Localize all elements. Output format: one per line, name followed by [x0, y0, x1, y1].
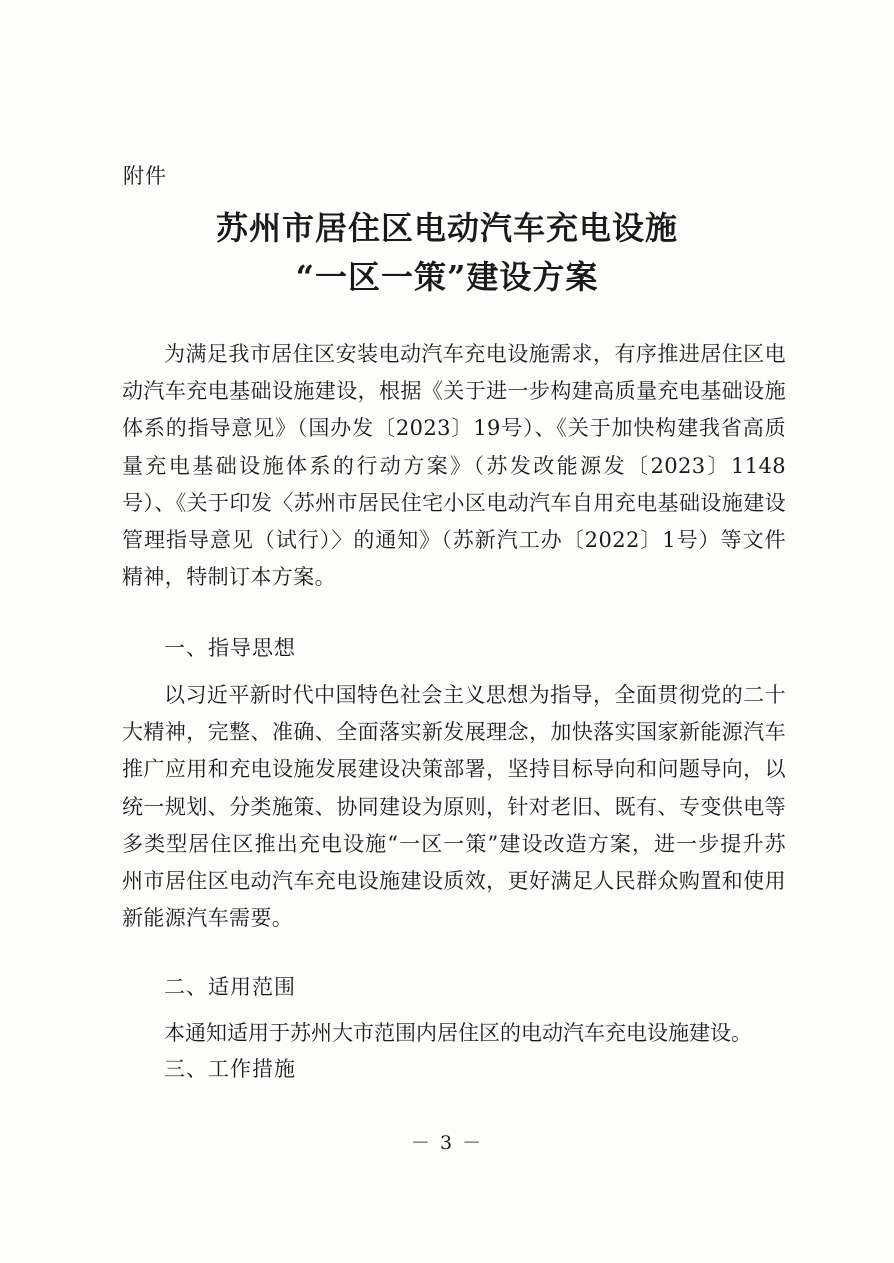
attachment-label: 附件 [123, 164, 167, 188]
intro-paragraph: 为满足我市居住区安装电动汽车充电设施需求，有序推进居住区电动汽车充电基础设施建设，根据《关于进一步构建高质量充电基础设施体系的指导意见》（国办发〔2023〕19号）、《关于加快构建我省高质量充电基础设施体系的行动方案》（苏发改能源发〔2023〕1148号）、《关于印发〈苏州市居民住宅小区电动汽车自用充电基础设施建设管理指导意见（试行）〉的通知》（苏新汽工办〔2022〕1号）等文件精神，特制订本方案。 [122, 342, 786, 590]
section-heading-guiding-ideology: 一、指导思想 [164, 636, 296, 660]
document-title-line-1: 苏州市居住区电动汽车充电设施 [215, 209, 678, 247]
section-heading-scope: 二、适用范围 [164, 975, 296, 999]
scope-paragraph: 本通知适用于苏州大市范围内居住区的电动汽车充电设施建设。 [164, 1021, 752, 1045]
guiding-ideology-paragraph: 以习近平新时代中国特色社会主义思想为指导，全面贯彻党的二十大精神，完整、准确、全面落实新发展理念，加快落实国家新能源汽车推广应用和充电设施发展建设决策部署，坚持目标导向和问题导向，以统一规划、分类施策、协同建设为原则，针对老旧、既有、专变供电等多类型居住区推出充电设施“一区一策”建设改造方案，进一步提升苏州市居住区电动汽车充电设施建设质效，更好满足人民群众购置和使用新能源汽车需要。 [122, 683, 786, 931]
document-title-line-2: “一区一策”建设方案 [295, 258, 599, 296]
page-number: － 3 － [410, 1132, 484, 1154]
section-heading-work-measures: 三、工作措施 [164, 1057, 296, 1081]
